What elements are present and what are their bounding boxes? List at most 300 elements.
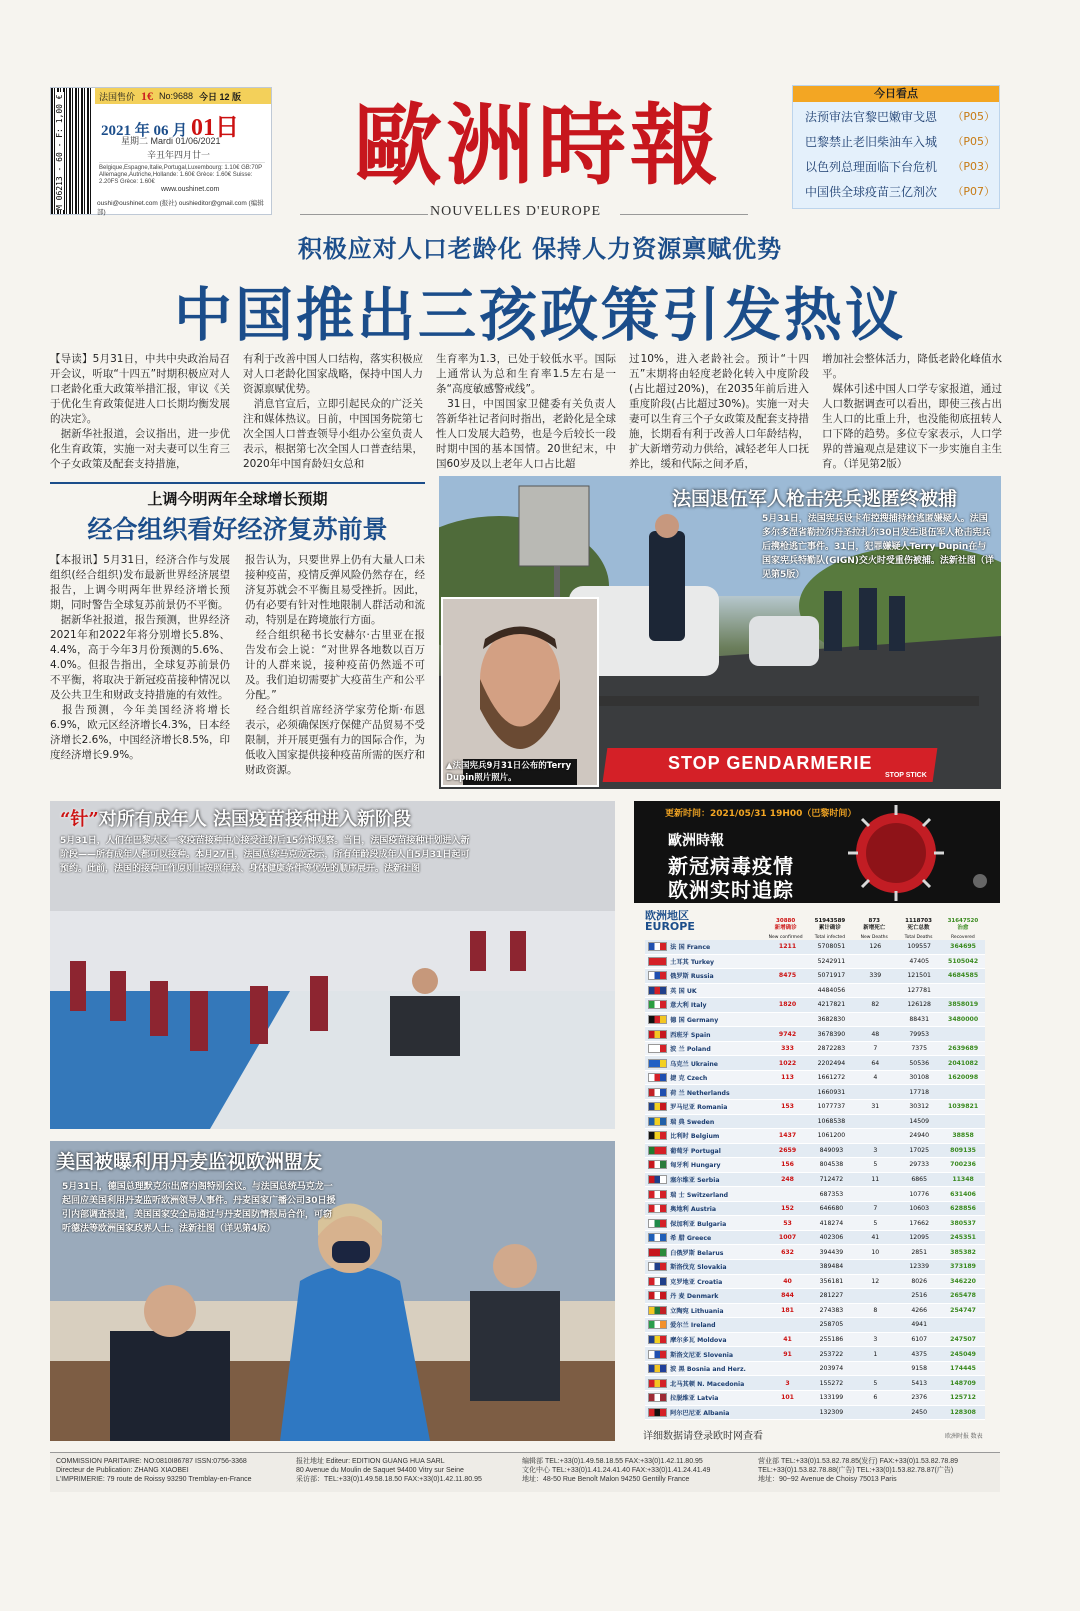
country-name: 俄罗斯 Russia bbox=[670, 973, 714, 981]
vaccination-headline-highlight: “针” bbox=[60, 809, 99, 830]
issue-date-day: 01日 bbox=[191, 115, 240, 141]
country-name: 乌克兰 Ukraine bbox=[670, 1060, 718, 1068]
country-name: 保加利亚 Bulgaria bbox=[670, 1220, 727, 1228]
covid-row bbox=[645, 1406, 985, 1421]
lead-column: 【导读】5月31日，中共中央政治局召开会议，听取“十四五”时期积极应对人口老龄化重大政策举措汇报，审议《关于优化生育政策促进人口长期均衡发展的决定》。 据新华社报道，会议指出，进一步优化生育政策，实施一对夫妻可以生育三个子女政策及配套支持措施， bbox=[50, 353, 230, 470]
covid-value: 4684585 bbox=[948, 972, 979, 980]
header-new-deaths: 873 新增死亡 bbox=[863, 918, 886, 931]
covid-value: 245049 bbox=[950, 1350, 976, 1358]
covid-value: 418274 bbox=[819, 1219, 844, 1227]
covid-value: 2516 bbox=[911, 1292, 928, 1300]
covid-row bbox=[645, 1187, 985, 1202]
vaccination-caption: 5月31日，人们在巴黎大区一家疫苗接种中心接受注射后15分钟观察。当日，法国疫苗接种计划进入新阶段——所有成年人都可以接种。本月27日，法国总统马克龙表示，所有年龄段成年人自5月31日起可预约。此前，法国的接种工作原则上按照年龄、身体健康条件等优先的顺序展开。法新社图 bbox=[60, 836, 470, 874]
covid-value: 3858019 bbox=[948, 1001, 979, 1009]
covid-row bbox=[645, 1056, 985, 1071]
covid-row bbox=[645, 1027, 985, 1042]
country-flag-icon bbox=[648, 1000, 667, 1009]
covid-row bbox=[645, 1129, 985, 1144]
covid-row bbox=[645, 984, 985, 999]
country-name: 丹 麦 Denmark bbox=[670, 1293, 719, 1301]
covid-value: 11 bbox=[871, 1176, 880, 1184]
country-flag-icon bbox=[648, 986, 667, 995]
country-flag-icon bbox=[648, 1146, 667, 1155]
highlight-item[interactable] bbox=[805, 133, 995, 150]
covid-value: 333 bbox=[781, 1045, 794, 1053]
covid-value: 1077737 bbox=[817, 1103, 846, 1111]
covid-row bbox=[645, 998, 985, 1013]
country-flag-icon bbox=[648, 1175, 667, 1184]
covid-value: 646680 bbox=[819, 1205, 844, 1213]
covid-value: 8 bbox=[873, 1306, 878, 1314]
country-flag-icon bbox=[648, 1364, 667, 1373]
covid-value: 5105042 bbox=[948, 957, 979, 965]
covid-value: 148709 bbox=[950, 1379, 976, 1387]
highlight-text: 巴黎禁止老旧柴油车入城 bbox=[805, 135, 938, 149]
covid-row bbox=[645, 1245, 985, 1260]
highlight-page: （P05） bbox=[952, 110, 995, 123]
covid-value: 5 bbox=[873, 1219, 878, 1227]
covid-value: 5071917 bbox=[817, 972, 846, 980]
vaccination-headline-rest: 对所有成年人 法国疫苗接种进入新阶段 bbox=[98, 809, 411, 830]
country-name: 塞尔维亚 Serbia bbox=[670, 1177, 720, 1185]
covid-value: 700236 bbox=[950, 1161, 976, 1169]
country-name: 法 国 France bbox=[670, 944, 711, 952]
country-name: 德 国 Germany bbox=[670, 1017, 719, 1024]
covid-value: 245351 bbox=[950, 1234, 976, 1242]
covid-value: 2639689 bbox=[948, 1045, 979, 1053]
covid-value: 389484 bbox=[819, 1263, 844, 1271]
masthead-info-box bbox=[50, 87, 272, 215]
suspect-portrait bbox=[441, 597, 599, 787]
price-band bbox=[95, 88, 271, 104]
covid-value: 254747 bbox=[950, 1306, 976, 1314]
country-name: 葡萄牙 Portugal bbox=[670, 1147, 721, 1155]
covid-row bbox=[645, 1216, 985, 1231]
country-name: 荷 兰 Netherlands bbox=[670, 1089, 730, 1097]
covid-brand: 歐洲時報 bbox=[668, 833, 724, 849]
covid-value: 8475 bbox=[778, 972, 797, 980]
country-flag-icon bbox=[648, 1335, 667, 1344]
covid-footer-note[interactable]: 详细数据请登录欧时网查看 bbox=[643, 1431, 763, 1442]
lead-column: 有利于改善中国人口结构，落实积极应对人口老龄化国家战略，保持中国人力资源禀赋优势。 消息官宣后，立即引起民众的广泛关注和媒体热议。日前，中国国务院第七次全国人口普查领导小组办公室负责人表示，根据第七次全国人口普查结果，2020年中国育龄妇女总和 bbox=[243, 353, 423, 470]
covid-value: 1660931 bbox=[817, 1088, 846, 1096]
country-flag-icon bbox=[648, 1262, 667, 1271]
country-flag-icon bbox=[648, 1073, 667, 1082]
covid-row bbox=[645, 1362, 985, 1377]
covid-value: 133199 bbox=[819, 1394, 844, 1402]
header-recovered: 31647520 治愈 bbox=[947, 918, 979, 931]
covid-value: 17025 bbox=[909, 1146, 930, 1154]
imprint-footer bbox=[50, 1452, 1000, 1492]
covid-row bbox=[645, 1202, 985, 1217]
country-name: 摩尔多瓦 Moldova bbox=[670, 1337, 727, 1345]
highlight-item[interactable] bbox=[805, 108, 995, 125]
lead-column: 生育率为1.3，已处于较低水平。国际上通常认为总和生育率1.5左右是一条“高度敏感警戒线”。 31日，中国国家卫健委有关负责人答新华社记者问时指出，老龄化是全球性人口发展大趋势，也是今后较长一段时期中国的基本国情。20世纪末，中国60岁及以上老年人口占比超 bbox=[436, 353, 616, 470]
country-name: 意大利 Italy bbox=[670, 1002, 707, 1010]
covid-value: 712472 bbox=[819, 1176, 844, 1184]
country-name: 斯洛伐克 Slovakia bbox=[670, 1264, 727, 1272]
covid-value: 41 bbox=[783, 1336, 792, 1344]
lead-subheadline: 积极应对人口老龄化 保持人力资源禀赋优势 bbox=[297, 235, 783, 263]
country-name: 拉脱维亚 Latvia bbox=[670, 1395, 719, 1403]
covid-value: 41 bbox=[871, 1234, 880, 1242]
logo-text: 歐洲時報 bbox=[353, 93, 723, 197]
covid-value: 126 bbox=[869, 943, 882, 951]
covid-value: 265478 bbox=[950, 1292, 976, 1300]
footer-col: 报社地址 Editeur: EDITION GUANG HUA SARL 80 Avenue du Moulin de Saquet 94400 Vitry sur Seine 采访部：TEL:+33(0)1.49.58.18.50 FAX:+33(0)1.42.11.80.95 bbox=[296, 1458, 482, 1483]
covid-value: 247507 bbox=[950, 1336, 976, 1344]
covid-table-subheader bbox=[645, 932, 985, 940]
covid-value: 628856 bbox=[950, 1205, 976, 1213]
lead-headline: 中国推出三孩政策引发热议 bbox=[173, 281, 906, 349]
covid-value: 109557 bbox=[907, 943, 931, 951]
country-name: 立陶宛 Lithuania bbox=[670, 1307, 724, 1315]
lunar-date: 辛丑年四月廿一 bbox=[147, 150, 211, 160]
covid-value: 1007 bbox=[778, 1234, 797, 1242]
country-flag-icon bbox=[648, 1015, 667, 1024]
covid-value: 10603 bbox=[909, 1205, 930, 1213]
covid-title-line2: 欧洲实时追踪 bbox=[668, 878, 794, 902]
header-en: Total infected bbox=[814, 935, 846, 940]
covid-value: 849093 bbox=[819, 1146, 844, 1154]
covid-value: 12095 bbox=[909, 1234, 930, 1242]
covid-value: 6107 bbox=[911, 1336, 928, 1344]
covid-source: 欧洲时报 数表 bbox=[945, 1434, 983, 1440]
covid-value: 2872283 bbox=[817, 1045, 846, 1053]
country-name: 瑞 典 Sweden bbox=[670, 1118, 715, 1126]
covid-value: 1068538 bbox=[817, 1117, 846, 1125]
covid-row bbox=[645, 1115, 985, 1130]
covid-value: 346220 bbox=[950, 1277, 976, 1285]
covid-value: 101 bbox=[781, 1394, 794, 1402]
covid-value: 2659 bbox=[778, 1146, 797, 1154]
country-flag-icon bbox=[648, 1233, 667, 1242]
highlight-text: 法预审法官黎巴嫩审戈恩 bbox=[805, 110, 938, 124]
country-name: 爱尔兰 Ireland bbox=[670, 1322, 716, 1330]
covid-value: 82 bbox=[871, 1001, 880, 1009]
covid-value: 1022 bbox=[778, 1059, 797, 1067]
country-flag-icon bbox=[648, 1117, 667, 1126]
covid-value: 248 bbox=[781, 1176, 794, 1184]
country-flag-icon bbox=[648, 1190, 667, 1199]
covid-value: 844 bbox=[781, 1292, 794, 1300]
covid-value: 5 bbox=[873, 1379, 878, 1387]
price: 1€ bbox=[141, 88, 154, 103]
covid-value: 29733 bbox=[909, 1161, 930, 1169]
country-name: 英 国 UK bbox=[670, 987, 697, 995]
covid-value: 50536 bbox=[909, 1059, 930, 1067]
lead-column: 过10%，进入老龄社会。预计“十四五”末期将由轻度老龄化转入中度阶段(占比超过20%)，在2035年前后进入重度阶段(占比超过30%)。实施一对夫妻可以生育三个子女政策及配套支持措施，长期看有利于改善人口年龄结构，扩大新增劳动力供给，减轻老年人口抚养比，缓和代际之间矛盾， bbox=[629, 353, 809, 470]
covid-value: 6 bbox=[873, 1394, 878, 1402]
merkel-caption: 5月31日，德国总理默克尔出席内阁特别会议。与法国总统马克龙一起回应美国利用丹麦监听欧洲领导人事件。丹麦国家广播公司30日援引内部调查报道，美国国家安全局通过与丹麦国防情报局合作，可窃听德法等欧洲国家政界人士。法新社图（详见第4版） bbox=[62, 1182, 336, 1234]
covid-row bbox=[645, 969, 985, 984]
header-en: New Deaths bbox=[860, 935, 888, 940]
gendarmerie-caption: 5月31日，法国宪兵设卡布控搜捕持枪逃匿嫌疑人。法国多尔多涅省勒拉尔丹圣拉扎尔30日发生退伍军人枪击宪兵后携枪逃亡事件。31日，犯罪嫌疑人Terry Dupin在与国家宪兵特勤队(GIGN)交火时受重伤被捕。法新社图（详见第5版） bbox=[762, 514, 994, 580]
header-en: Recovered bbox=[951, 935, 975, 940]
covid-value: 1039821 bbox=[948, 1103, 979, 1111]
covid-value: 4 bbox=[873, 1074, 878, 1082]
covid-value: 3480000 bbox=[948, 1016, 979, 1023]
country-name: 罗马尼亚 Romania bbox=[670, 1104, 728, 1112]
country-name: 波 黑 Bosnia and Herz. bbox=[670, 1366, 746, 1374]
highlight-text: 以色列总理面临下台危机 bbox=[805, 160, 938, 174]
oecd-column: 报告认为，只要世界上仍有大量人口未接种疫苗，疫情反弹风险仍然存在，经济复苏就会不平衡且易受挫折。因此，仍有必要有针对性地限制人群活动和流动，特别是在跨境旅行方面。 经合组织秘书长安赫尔·古里亚在报告发布会上说：“对世界各地数以百万计的人群来说，接种疫苗仍然遥不可及。我们迫切需要扩大疫苗生产和公平分配。” 经合组织首席经济学家劳伦斯·布恩表示，必须确保医疗保健产品贸易不受限制，并开展更强有力的国际合作，为低收入国家提供接种疫苗所需的医疗和财政资源。 bbox=[245, 554, 425, 776]
footer-col: 编辑部 TEL:+33(0)1.49.58.18.55 FAX:+33(0)1.42.11.80.95 文化中心 TEL:+33(0)1.41.24.41.40 FAX:+33(0)1.41.24.41.49 地址：48-50 Rue Benoît Malon 94250 Gentilly France bbox=[522, 1458, 711, 1483]
covid-row bbox=[645, 1347, 985, 1362]
price-label: 法国售价 bbox=[99, 91, 136, 102]
covid-value: 2450 bbox=[911, 1408, 928, 1416]
contact-emails: oushi@oushinet.com (报社) oushieditor@gmail.com (编辑部) bbox=[97, 200, 264, 216]
covid-value: 113 bbox=[781, 1074, 794, 1082]
covid-value: 17662 bbox=[909, 1219, 930, 1227]
logo-rule-left bbox=[300, 214, 428, 215]
covid-value: 14509 bbox=[909, 1117, 930, 1125]
country-name: 捷 克 Czech bbox=[670, 1075, 708, 1083]
region-label: 欧洲地区 EUROPE bbox=[645, 910, 695, 932]
covid-value: 380537 bbox=[950, 1219, 976, 1227]
covid-row bbox=[645, 1260, 985, 1275]
covid-value: 2041082 bbox=[948, 1059, 979, 1067]
footer-col: 营业部 TEL:+33(0)1.53.82.78.85(发行) FAX:+33(0)1.53.82.78.89 TEL:+33(0)1.53.82.78.88(广告) TEL:+33(0)1.53.82.78.87(广告) 地址：90~92 Avenue de Choisy 75013 Paris bbox=[758, 1458, 958, 1483]
covid-value: 9742 bbox=[778, 1030, 797, 1038]
covid-row bbox=[645, 1231, 985, 1246]
country-flag-icon bbox=[648, 1291, 667, 1300]
covid-value: 364695 bbox=[950, 943, 976, 951]
covid-row bbox=[645, 1318, 985, 1333]
covid-value: 1620098 bbox=[948, 1074, 979, 1082]
weekday: 星期二 Mardi 01/06/2021 bbox=[121, 136, 221, 146]
covid-value: 6865 bbox=[911, 1176, 928, 1184]
covid-value: 5413 bbox=[911, 1379, 928, 1387]
today-highlights bbox=[792, 85, 1000, 209]
covid-value: 10 bbox=[871, 1248, 880, 1256]
covid-row bbox=[645, 1289, 985, 1304]
covid-value: 258705 bbox=[819, 1321, 844, 1329]
covid-value: 64 bbox=[871, 1059, 880, 1067]
covid-row bbox=[645, 1376, 985, 1391]
country-flag-icon bbox=[648, 1320, 667, 1329]
covid-value: 155272 bbox=[819, 1379, 844, 1387]
website-link[interactable]: www.oushinet.com bbox=[161, 186, 220, 193]
header-new-confirmed: 30880 新增确诊 bbox=[774, 918, 797, 931]
logo-rule-right bbox=[620, 214, 748, 215]
covid-value: 402306 bbox=[819, 1234, 844, 1242]
covid-value: 394439 bbox=[819, 1248, 844, 1256]
covid-row bbox=[645, 940, 985, 955]
covid-row bbox=[645, 1304, 985, 1319]
covid-value: 91 bbox=[783, 1350, 792, 1358]
country-flag-icon bbox=[648, 971, 667, 980]
covid-value: 7 bbox=[873, 1045, 878, 1053]
covid-value: 53 bbox=[783, 1219, 792, 1227]
lead-column: 增加社会整体活力，降低老龄化峰值水平。 媒体引述中国人口学专家报道，通过人口数据调查可以看出，即使三孩占出生人口的比重上升，也没能彻底扭转人口下降的趋势。多位专家表示，人口学界的普遍观点是建议下一步实施自主生育。（详见第2版） bbox=[822, 353, 1002, 470]
highlight-text: 中国供全球疫苗三亿剂次 bbox=[805, 185, 938, 199]
country-flag-icon bbox=[648, 1204, 667, 1213]
logo-subtitle: NOUVELLES D'EUROPE bbox=[430, 204, 602, 219]
covid-row bbox=[645, 1071, 985, 1086]
covid-value: 121501 bbox=[907, 972, 931, 980]
covid-value: 373189 bbox=[950, 1263, 976, 1271]
header-total-infected: 51943589 累计确诊 bbox=[814, 918, 846, 931]
country-name: 白俄罗斯 Belarus bbox=[670, 1249, 724, 1257]
country-flag-icon bbox=[648, 957, 667, 966]
highlight-item[interactable] bbox=[805, 183, 995, 200]
covid-row bbox=[645, 1275, 985, 1290]
gendarmerie-headline: 法国退伍军人枪击宪兵逃匿终被捕 bbox=[672, 488, 958, 510]
issue-date-prefix: 2021 年 06 月 bbox=[101, 123, 188, 139]
highlight-page: （P05） bbox=[952, 135, 995, 148]
barcode-number: M 06213 - 60 - F: 1,00 € bbox=[55, 92, 64, 210]
covid-value: 152 bbox=[781, 1205, 794, 1213]
covid-title-line1: 新冠病毒疫情 bbox=[668, 854, 794, 878]
country-name: 比利时 Belgium bbox=[670, 1133, 720, 1141]
covid-value: 274383 bbox=[819, 1306, 844, 1314]
covid-value: 79953 bbox=[909, 1030, 930, 1038]
country-flag-icon bbox=[648, 942, 667, 951]
vaccination-headline bbox=[60, 805, 411, 831]
country-name: 西班牙 Spain bbox=[670, 1031, 711, 1039]
covid-row bbox=[645, 1158, 985, 1173]
country-name: 奥地利 Austria bbox=[670, 1206, 717, 1214]
covid-value: 687353 bbox=[819, 1190, 844, 1198]
covid-value: 281227 bbox=[819, 1292, 844, 1300]
covid-value: 4375 bbox=[911, 1350, 928, 1358]
country-name: 北马其顿 N. Macedonia bbox=[670, 1380, 745, 1388]
covid-value: 3 bbox=[785, 1379, 790, 1387]
covid-value: 5708051 bbox=[817, 943, 846, 951]
covid-row bbox=[645, 1085, 985, 1100]
covid-value: 7375 bbox=[911, 1045, 928, 1053]
covid-value: 809135 bbox=[950, 1146, 976, 1154]
country-name: 希 腊 Greece bbox=[670, 1235, 712, 1243]
country-name: 波 兰 Poland bbox=[670, 1046, 711, 1054]
section-rule bbox=[50, 482, 425, 484]
covid-row bbox=[645, 1391, 985, 1406]
covid-value: 1437 bbox=[778, 1132, 797, 1140]
page-count: 今日 12 版 bbox=[199, 91, 242, 102]
covid-row bbox=[645, 1013, 985, 1028]
country-flag-icon bbox=[648, 1131, 667, 1140]
covid-value: 203974 bbox=[819, 1365, 844, 1373]
portrait-figure bbox=[443, 599, 597, 785]
covid-value: 4217821 bbox=[817, 1001, 846, 1009]
covid-value: 1211 bbox=[778, 943, 797, 951]
covid-value: 4484056 bbox=[817, 986, 846, 994]
country-flag-icon bbox=[648, 1059, 667, 1068]
country-flag-icon bbox=[648, 1219, 667, 1228]
highlight-page: （P03） bbox=[952, 160, 995, 173]
covid-value: 7 bbox=[873, 1205, 878, 1213]
covid-value: 2376 bbox=[911, 1394, 928, 1402]
covid-value: 4941 bbox=[911, 1321, 928, 1329]
covid-value: 385382 bbox=[950, 1248, 976, 1256]
covid-value: 9158 bbox=[911, 1365, 928, 1373]
foreign-prices: Belgique,Espagne,Italie,Portugal,Luxembourg: 1.10€ GB:70P Allemagne,Autriche,Hollande: 1.60€ Grèce: 1.60€ Suisse: 2.20FS Grèce: 1.60€ bbox=[99, 162, 265, 184]
covid-value: 5242911 bbox=[817, 957, 846, 965]
covid-value: 156 bbox=[781, 1161, 794, 1169]
covid-value: 10776 bbox=[909, 1190, 930, 1198]
newspaper-logo bbox=[348, 88, 728, 198]
covid-row bbox=[645, 1042, 985, 1057]
covid-row bbox=[645, 1144, 985, 1159]
country-flag-icon bbox=[648, 1306, 667, 1315]
country-flag-icon bbox=[648, 1408, 667, 1417]
covid-value: 128308 bbox=[950, 1408, 976, 1416]
country-name: 匈牙利 Hungary bbox=[670, 1162, 721, 1170]
covid-value: 8026 bbox=[911, 1277, 928, 1285]
covid-value: 30312 bbox=[909, 1103, 930, 1111]
covid-value: 1 bbox=[873, 1350, 878, 1358]
country-flag-icon bbox=[648, 1393, 667, 1402]
covid-value: 132309 bbox=[819, 1408, 844, 1416]
covid-row bbox=[645, 1333, 985, 1348]
country-flag-icon bbox=[648, 1102, 667, 1111]
country-flag-icon bbox=[648, 1379, 667, 1388]
country-flag-icon bbox=[648, 1088, 667, 1097]
covid-value: 255186 bbox=[819, 1336, 844, 1344]
oecd-column: 【本报讯】5月31日，经济合作与发展组织(经合组织)发布最新世界经济展望报告，上调今明两年世界经济增长预期，同时警告全球复苏前景仍不平衡。 据新华社报道，报告预测，世界经济2021年和2022年将分别增长5.8%、4.4%，高于今年3月份预测的5.6%、4.0%。但报告指出，全球复苏前景仍不平衡，将取决于新冠疫苗接种情况以及公共卫生和财政支持措施的有效性。 报告预测，今年美国经济将增长6.9%，欧元区经济增长4.3%，日本经济增长2.6%，中国经济增长8.5%，印度经济增长9.9%。 bbox=[50, 554, 230, 761]
covid-value: 17718 bbox=[909, 1088, 930, 1096]
covid-value: 40 bbox=[783, 1277, 792, 1285]
country-name: 克罗地亚 Croatia bbox=[670, 1278, 723, 1286]
covid-value: 24940 bbox=[909, 1132, 930, 1140]
stop-gendarmerie-text: STOP GENDARMERIE bbox=[668, 753, 873, 773]
covid-value: 153 bbox=[781, 1103, 794, 1111]
covid-value: 31 bbox=[871, 1103, 880, 1111]
covid-value: 3678390 bbox=[817, 1030, 846, 1038]
country-flag-icon bbox=[648, 1248, 667, 1257]
covid-value: 11348 bbox=[952, 1176, 974, 1184]
covid-row bbox=[645, 1173, 985, 1188]
covid-value: 12 bbox=[871, 1277, 880, 1285]
covid-value: 30108 bbox=[909, 1074, 930, 1082]
covid-table-header bbox=[645, 908, 985, 932]
covid-value: 12339 bbox=[909, 1263, 930, 1271]
country-flag-icon bbox=[648, 1044, 667, 1053]
covid-value: 631406 bbox=[950, 1190, 976, 1198]
covid-rows bbox=[645, 940, 985, 1420]
country-flag-icon bbox=[648, 1030, 667, 1039]
covid-value: 3 bbox=[873, 1146, 878, 1154]
country-flag-icon bbox=[648, 1277, 667, 1286]
covid-value: 1661272 bbox=[817, 1074, 846, 1082]
covid-value: 253722 bbox=[819, 1350, 844, 1358]
covid-value: 2851 bbox=[911, 1248, 928, 1256]
covid-value: 356181 bbox=[819, 1277, 844, 1285]
covid-table bbox=[645, 908, 985, 1420]
header-en: New confirmed bbox=[768, 935, 803, 940]
covid-row bbox=[645, 955, 985, 970]
highlight-item[interactable] bbox=[805, 158, 995, 175]
oecd-headline: 经合组织看好经济复苏前景 bbox=[87, 515, 388, 544]
covid-value: 804538 bbox=[819, 1161, 844, 1169]
covid-update-time: 更新时间：2021/05/31 19H00（巴黎时间） bbox=[665, 809, 857, 819]
issue-number: No:9688 bbox=[159, 91, 194, 101]
covid-value: 339 bbox=[869, 972, 882, 980]
today-highlights-title: 今日看点 bbox=[793, 86, 999, 102]
merkel-headline: 美国被曝利用丹麦监视欧洲盟友 bbox=[56, 1151, 323, 1173]
covid-value: 1820 bbox=[778, 1001, 797, 1009]
covid-value: 126128 bbox=[907, 1001, 931, 1009]
country-flag-icon bbox=[648, 1160, 667, 1169]
country-name: 瑞 士 Switzerland bbox=[670, 1191, 729, 1199]
covid-value: 3 bbox=[873, 1336, 878, 1344]
header-en: Total Deaths bbox=[904, 935, 933, 940]
covid-value: 3682830 bbox=[817, 1016, 846, 1023]
covid-value: 38858 bbox=[952, 1132, 974, 1140]
covid-value: 1061200 bbox=[817, 1132, 846, 1140]
oecd-subheadline: 上调今明两年全球增长预期 bbox=[147, 490, 328, 508]
